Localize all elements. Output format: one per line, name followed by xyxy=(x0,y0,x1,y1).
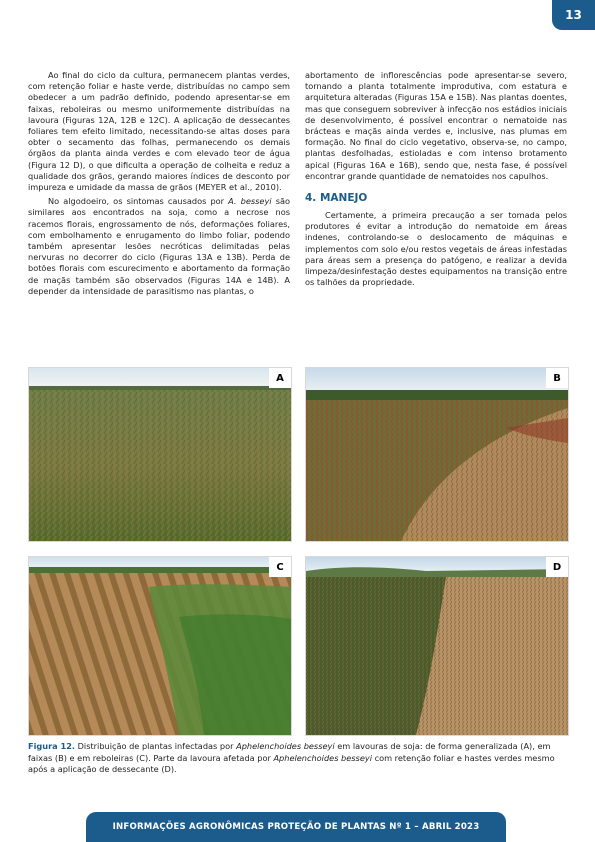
figure-photo-a xyxy=(28,367,292,542)
page-number: 13 xyxy=(552,0,595,30)
right-column xyxy=(305,70,567,288)
species-name: Aphelenchoides besseyi xyxy=(236,741,335,751)
figure-label-b: B xyxy=(546,368,568,388)
paragraph: abortamento de inflorescências pode apresentar-se severo, tornando a planta totalmente improdutiva, com estatura e arquitetura alteradas (Figuras 15A e 15B). Nas plantas doentes, mas que conseguem sobreviver à infecção nos estádios iniciais de desenvolvimento, é possível encontrar o nematoide nas brácteas e maçãs ainda verdes e, inclusive, nas plumas em formação. No final do ciclo vegetativo, observa-se, no campo, plantas desfolhadas, estioladas e com intenso brotamento apical (Figuras 16A e 16B), sendo que, nesta fase, é possível encontrar grande quantidade de nematoides nos capulhos. xyxy=(305,70,567,181)
figure-photo-b xyxy=(305,367,569,542)
paragraph xyxy=(28,196,290,297)
paragraph-text: são similares aos encontrados na soja, como a necrose nos racemos florais, engrossamento de nós, deformações foliares, com embolhamento e enrugamento do limbo foliar, podendo também apresentar lesões necróticas delimitadas pelas nervuras no decorrer do ciclo (Figuras 13A e 13B). Perda de botões florais com escurecimento e abortamento da formação de maçãs também são observados (Figuras 14A e 14B). A depender da intensidade de parasitismo nas plantas, o xyxy=(28,196,290,296)
figure-photo-c xyxy=(28,556,292,736)
field-photo-d xyxy=(306,557,568,735)
paragraph: Ao final do ciclo da cultura, permanecem plantas verdes, com retenção foliar e haste verde, distribuídas no campo sem obedecer a um padrão definido, podendo apresentar-se em faixas, reboleiras ou mesmo uniformemente distribuídas na lavoura (Figuras 12A, 12B e 12C). A aplicação de dessecantes foliares tem efeito limitado, necessitando-se altas doses para obter o secamento das folhas, permanecendo os demais órgãos da planta ainda verdes e com elevado teor de água (Figura 12 D), o que dificulta a operação de colheita e reduz a qualidade dos grãos, gerando maiores índices de desconto por impureza e umidade da massa de grãos (MEYER et al., 2010). xyxy=(28,70,290,193)
figure-label-a: A xyxy=(269,368,291,388)
caption-lead: Figura 12. xyxy=(28,741,76,751)
figure-photo-d xyxy=(305,556,569,736)
caption-text: Distribuição de plantas infectadas por xyxy=(75,741,237,751)
left-column xyxy=(28,70,290,297)
footer-banner: INFORMAÇÕES AGRONÔMICAS PROTEÇÃO DE PLANTAS Nº 1 – ABRIL 2023 xyxy=(86,812,506,842)
paragraph-text: No algodoeiro, os sintomas causados por xyxy=(48,196,229,207)
field-photo-b xyxy=(306,368,568,541)
figure-caption xyxy=(28,741,568,776)
paragraph: Certamente, a primeira precaução a ser tomada pelos produtores é evitar a introdução do nematoide em áreas indenes, controlando-se o deslocamento de máquinas e implementos com solo e/ou restos vegetais de áreas infestadas para áreas sem a presença do patógeno, e realizar a devida limpeza/desinfestação destes equipamentos na transição entre os talhões da propriedade. xyxy=(305,210,567,288)
caption-text: em lavouras de soja: de forma generalizada (A), em faixas (B) e em reboleiras (C). Parte da lavoura afetada por xyxy=(28,741,551,763)
species-name: Aphelenchoides besseyi xyxy=(273,752,372,763)
figure-label-d: D xyxy=(546,557,568,577)
species-name: A. besseyi xyxy=(228,196,272,207)
section-title: 4. MANEJO xyxy=(305,192,368,205)
figure-label-c: C xyxy=(269,557,291,577)
caption-text: com retenção foliar e hastes verdes mesmo após a aplicação de dessecante (D). xyxy=(28,752,555,774)
field-photo-a xyxy=(29,368,291,541)
field-photo-c xyxy=(29,557,291,735)
